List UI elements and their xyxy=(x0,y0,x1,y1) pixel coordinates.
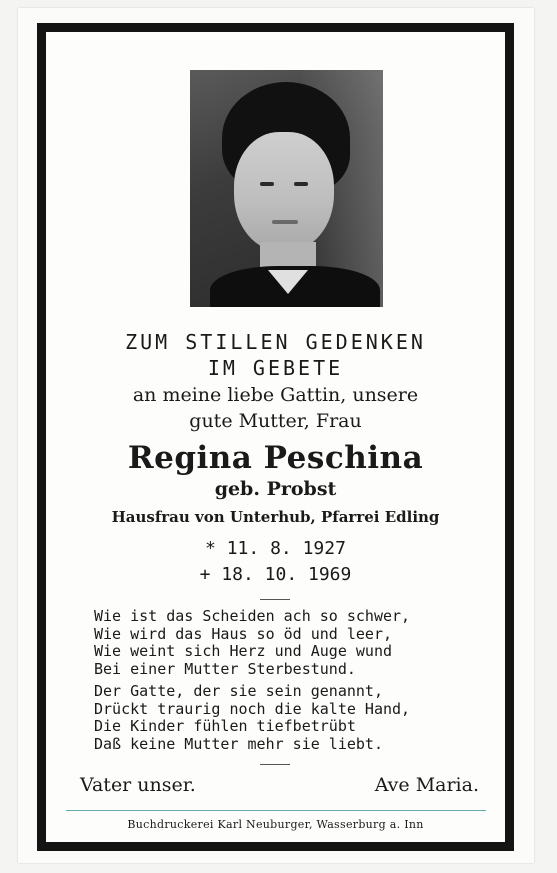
verse-line: Wie ist das Scheiden ach so schwer, xyxy=(94,607,411,625)
dedication-line-1: an meine liebe Gattin, unsere xyxy=(132,384,419,406)
prayer-left: Vater unser. xyxy=(80,774,196,796)
verse-stanza-1 xyxy=(94,608,410,679)
verse-line: Die Kinder fühlen tiefbetrübt xyxy=(94,717,356,736)
heading-line-1: ZUM STILLEN GEDENKEN xyxy=(125,330,426,354)
deceased-name: Regina Peschina xyxy=(127,440,424,476)
birth-date: * 11. 8. 1927 xyxy=(205,538,346,559)
printer-imprint: Buchdruckerei Karl Neuburger, Wasserburg a. Inn xyxy=(127,818,424,831)
verse-line: Wie wird das Haus so öd und leer, xyxy=(94,624,393,643)
verse-line: Daß keine Mutter mehr sie liebt. xyxy=(94,735,383,754)
death-date: + 18. 10. 1969 xyxy=(199,564,352,585)
portrait-photo xyxy=(190,70,383,307)
black-border-frame xyxy=(37,23,514,851)
footer-rule xyxy=(66,810,486,811)
residence-line: Hausfrau von Unterhub, Pfarrei Edling xyxy=(111,508,440,526)
verse-line: Der Gatte, der sie sein genannt, xyxy=(94,682,383,700)
verse-line: Drückt traurig noch die kalte Hand, xyxy=(94,699,411,718)
verse-line: Wie weint sich Herz und Auge wund xyxy=(94,642,393,661)
maiden-name: geb. Probst xyxy=(214,478,337,500)
verse-line: Bei einer Mutter Sterbestund. xyxy=(94,660,356,679)
divider xyxy=(260,599,290,600)
prayer-right: Ave Maria. xyxy=(374,774,479,796)
dedication-line-2: gute Mutter, Frau xyxy=(189,410,362,432)
divider xyxy=(260,764,290,765)
verse-stanza-2 xyxy=(94,683,410,754)
heading-line-2: IM GEBETE xyxy=(207,356,344,380)
